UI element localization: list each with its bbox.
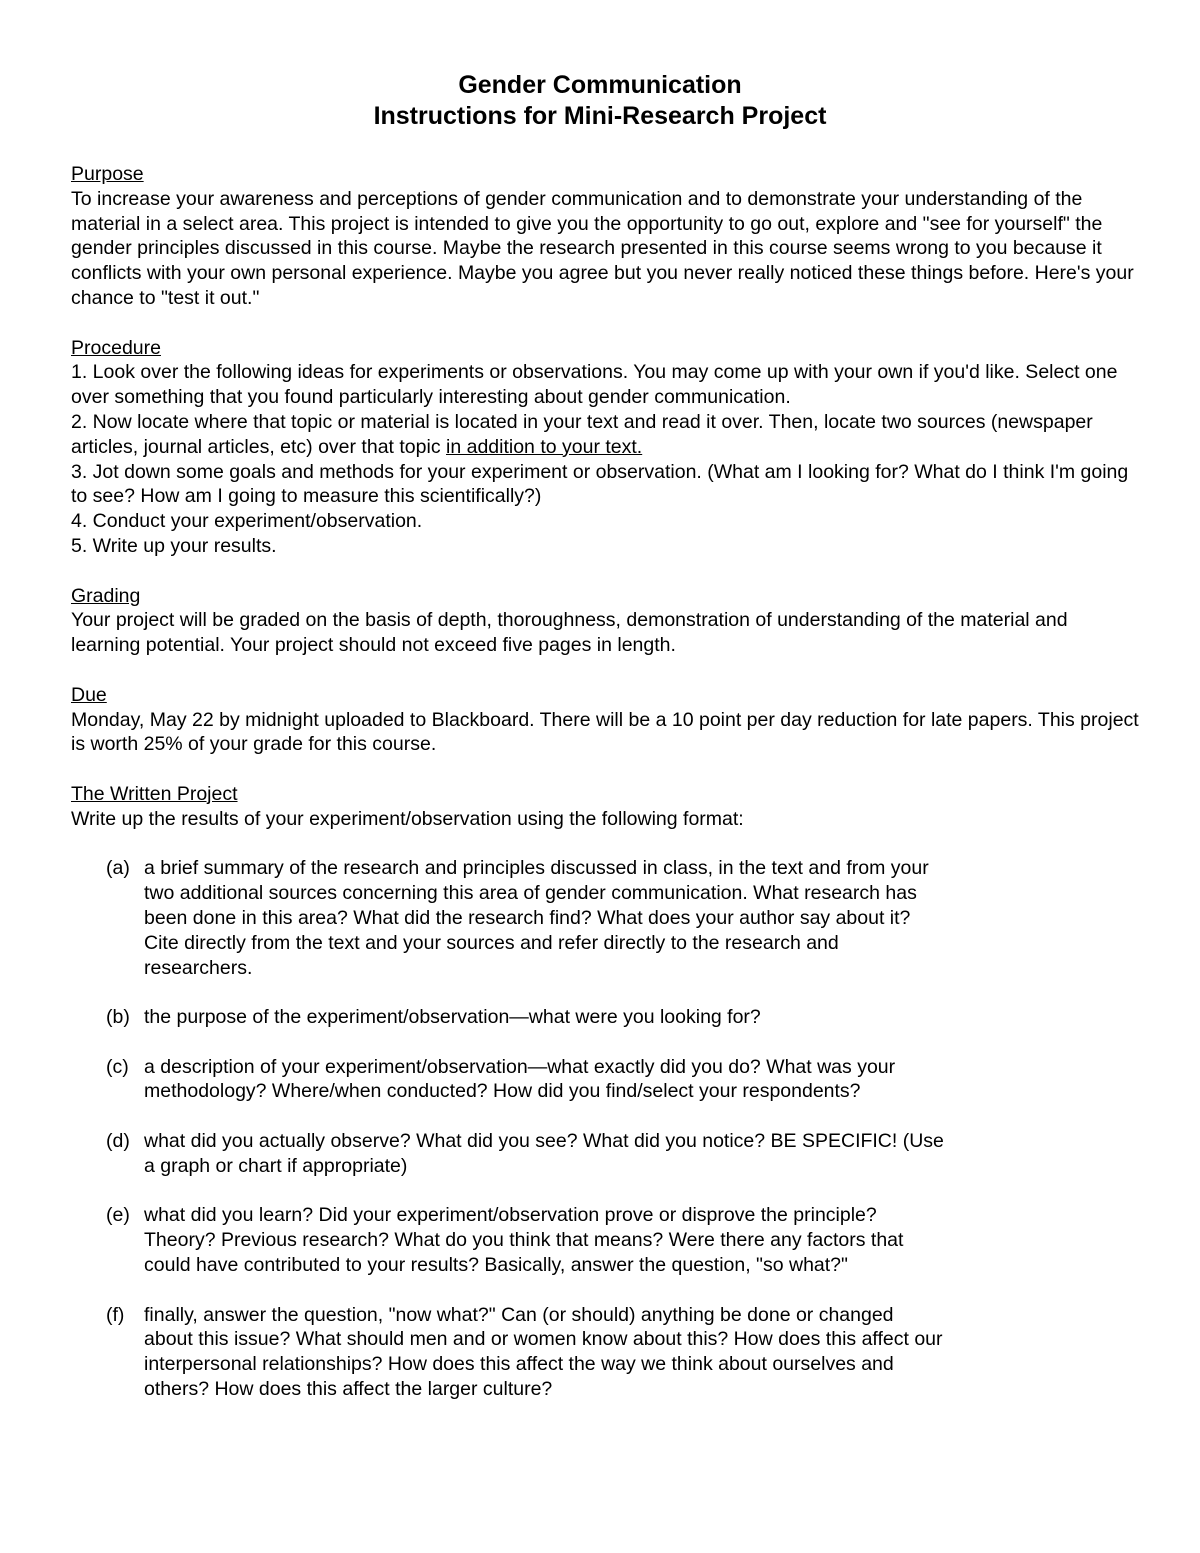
procedure-step-1: 1. Look over the following ideas for experiments or observations. You may come up with your own if you'd like. Select one over something that you found particularly interesting about gender communication. bbox=[71, 361, 1118, 409]
format-item-label: (d) bbox=[106, 1130, 130, 1153]
procedure-section bbox=[71, 336, 1141, 559]
title-line-2: Instructions for Mini-Research Project bbox=[373, 102, 827, 130]
format-item-b bbox=[106, 1005, 946, 1030]
due-section bbox=[71, 683, 1141, 757]
format-item-label: (b) bbox=[106, 1006, 130, 1029]
format-item-text: what did you learn? Did your experiment/observation prove or disprove the principle? Theory? Previous research? What do you think that means? Were there any factors that could have contributed to your results? Basically, answer the question, "so what?" bbox=[144, 1204, 904, 1277]
procedure-step-3: 3. Jot down some goals and methods for your experiment or observation. (What am I looking for? What do I think I'm going to see? How am I going to measure this scientifically?) bbox=[71, 460, 1129, 508]
procedure-step-4: 4. Conduct your experiment/observation. bbox=[71, 510, 423, 533]
grading-section bbox=[71, 584, 1141, 658]
due-text: Monday, May 22 by midnight uploaded to Blackboard. There will be a 10 point per day reduction for late papers. This project is worth 25% of your grade for this course. bbox=[71, 708, 1139, 756]
format-item-text: a description of your experiment/observation—what exactly did you do? What was your methodology? Where/when conducted? How did you find/select your respondents? bbox=[144, 1055, 896, 1103]
format-item-text: finally, answer the question, "now what?" Can (or should) anything be done or changed about this issue? What should men and or women know about this? How does this affect our interpersonal relationships? How does this affect the way we think about ourselves and others? How does this affect the larger culture? bbox=[144, 1303, 943, 1401]
format-item-text: what did you actually observe? What did you see? What did you notice? BE SPECIFIC! (Use a graph or chart if appropriate) bbox=[144, 1130, 944, 1177]
procedure-step-2-underlined: in addition to your text. bbox=[446, 435, 643, 458]
document-body bbox=[71, 162, 1141, 1427]
grading-heading: Grading bbox=[71, 584, 141, 607]
written-project-section bbox=[71, 782, 1141, 1402]
format-item-label: (e) bbox=[106, 1204, 130, 1227]
format-item-label: (a) bbox=[106, 857, 130, 880]
purpose-heading: Purpose bbox=[71, 163, 144, 185]
format-item-label: (c) bbox=[106, 1055, 129, 1078]
format-item-f bbox=[106, 1303, 946, 1402]
format-item-label: (f) bbox=[106, 1303, 125, 1326]
format-item-text: the purpose of the experiment/observation—what were you looking for? bbox=[144, 1006, 761, 1029]
format-item-d bbox=[106, 1129, 946, 1179]
purpose-text: To increase your awareness and perceptions of gender communication and to demonstrate your understanding of the material in a select area. This project is intended to give you the opportunity to go out, explore and "see for yourself" the gender principles discussed in this course. Maybe the research presented in this course seems wrong to you because it conflicts with your own personal experience. Maybe you agree but you never really noticed these things before. Here's your chance to "test it out." bbox=[71, 187, 1134, 309]
procedure-heading: Procedure bbox=[71, 336, 161, 359]
written-project-heading: The Written Project bbox=[71, 782, 238, 805]
written-project-intro: Write up the results of your experiment/observation using the following format: bbox=[71, 807, 744, 830]
format-list bbox=[71, 856, 1141, 1402]
grading-text: Your project will be graded on the basis of depth, thoroughness, demonstration of understanding of the material and learning potential. Your project should not exceed five pages in length. bbox=[71, 609, 1068, 657]
format-item-e bbox=[106, 1203, 946, 1277]
document-title bbox=[0, 70, 1200, 132]
title-line-1: Gender Communication bbox=[458, 71, 742, 99]
procedure-step-2 bbox=[71, 410, 1141, 460]
due-heading: Due bbox=[71, 683, 107, 706]
purpose-section bbox=[71, 162, 1141, 311]
format-item-text: a brief summary of the research and principles discussed in class, in the text and from your two additional sources concerning this area of gender communication. What research has been done in this area? What did the research find? What does your author say about it? Cite directly from the text and your sources and refer directly to the research and researchers. bbox=[144, 857, 929, 979]
format-item-a bbox=[106, 856, 946, 980]
procedure-step-5: 5. Write up your results. bbox=[71, 534, 277, 557]
format-item-c bbox=[106, 1055, 946, 1105]
procedure-step-2-text: 2. Now locate where that topic or material is located in your text and read it over. Then, locate two sources (newspaper articles, journal articles, etc) over that topic bbox=[71, 410, 1093, 458]
